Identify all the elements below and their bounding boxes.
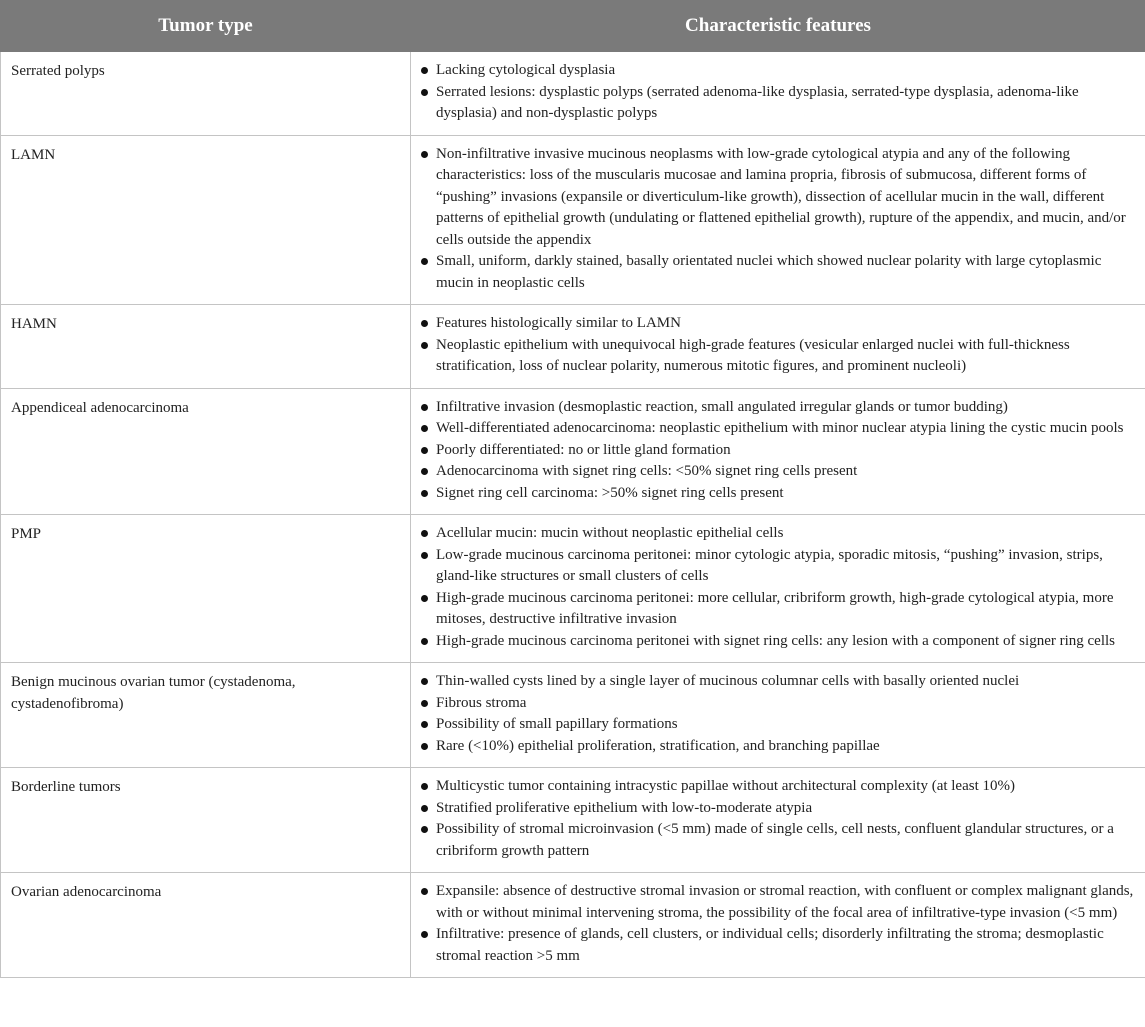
feature-item: Well-differentiated adenocarcinoma: neoplastic epithelium with minor nuclear atypia lining the cystic mucin pools [421, 418, 1135, 440]
features-cell [411, 768, 1145, 873]
header-tumor-type: Tumor type [1, 1, 411, 52]
feature-item: Rare (<10%) epithelial proliferation, stratification, and branching papillae [421, 736, 1135, 758]
feature-item: Lacking cytological dysplasia [421, 60, 1135, 82]
feature-item: Possibility of stromal microinvasion (<5 mm) made of single cells, cell nests, confluent glandular structures, or a cribriform growth pattern [421, 819, 1135, 862]
feature-item: High-grade mucinous carcinoma peritonei: more cellular, cribriform growth, high-grade cytological atypia, more mitoses, destructive infiltrative invasion [421, 588, 1135, 631]
features-cell [411, 52, 1145, 136]
feature-item: Adenocarcinoma with signet ring cells: <50% signet ring cells present [421, 461, 1135, 483]
tumor-type-cell: Borderline tumors [1, 768, 411, 873]
feature-item: Possibility of small papillary formations [421, 714, 1135, 736]
tumor-type-cell: LAMN [1, 135, 411, 305]
feature-list [421, 313, 1135, 378]
tumor-type-cell: HAMN [1, 305, 411, 389]
table-row [1, 663, 1145, 768]
table-row [1, 52, 1145, 136]
feature-item: Infiltrative invasion (desmoplastic reaction, small angulated irregular glands or tumor budding) [421, 397, 1135, 419]
table-row [1, 515, 1145, 663]
feature-list [421, 523, 1135, 652]
feature-list [421, 776, 1135, 862]
table-row [1, 388, 1145, 515]
feature-item: Low-grade mucinous carcinoma peritonei: minor cytologic atypia, sporadic mitosis, “pushing” invasion, strips, gland-like structures or small clusters of cells [421, 545, 1135, 588]
features-cell [411, 663, 1145, 768]
table-row [1, 873, 1145, 978]
table-row [1, 305, 1145, 389]
feature-item: Infiltrative: presence of glands, cell clusters, or individual cells; disorderly infiltrating the stroma; desmoplastic stromal reaction >5 mm [421, 924, 1135, 967]
feature-item: Features histologically similar to LAMN [421, 313, 1135, 335]
header-characteristic-features: Characteristic features [411, 1, 1145, 52]
feature-list [421, 144, 1135, 295]
feature-item: High-grade mucinous carcinoma peritonei with signet ring cells: any lesion with a component of signer ring cells [421, 631, 1135, 653]
table-row [1, 768, 1145, 873]
features-cell [411, 305, 1145, 389]
features-cell [411, 873, 1145, 978]
feature-item: Small, uniform, darkly stained, basally orientated nuclei which showed nuclear polarity with large cytoplasmic mucin in neoplastic cells [421, 251, 1135, 294]
feature-item: Poorly differentiated: no or little gland formation [421, 440, 1135, 462]
tumor-type-cell: Appendiceal adenocarcinoma [1, 388, 411, 515]
tumor-type-cell: PMP [1, 515, 411, 663]
feature-item: Serrated lesions: dysplastic polyps (serrated adenoma-like dysplasia, serrated-type dysplasia, adenoma-like dysplasia) and non-dysplastic polyps [421, 82, 1135, 125]
feature-item: Stratified proliferative epithelium with low-to-moderate atypia [421, 798, 1135, 820]
feature-list [421, 671, 1135, 757]
header-row [1, 1, 1145, 52]
feature-list [421, 60, 1135, 125]
features-cell [411, 388, 1145, 515]
feature-item: Acellular mucin: mucin without neoplastic epithelial cells [421, 523, 1135, 545]
features-cell [411, 515, 1145, 663]
table-row [1, 135, 1145, 305]
feature-item: Non-infiltrative invasive mucinous neoplasms with low-grade cytological atypia and any of the following characteristics: loss of the muscularis mucosae and lamina propria, fibrosis of submucosa, different forms of “pushing” invasions (expansile or diverticulum-like growth), dissection of acellular mucin in the wall, different patterns of epithelial growth (undulating or flattened epithelial growth), rupture of the appendix, and mucin, and/or cells outside the appendix [421, 144, 1135, 252]
feature-item: Signet ring cell carcinoma: >50% signet ring cells present [421, 483, 1135, 505]
feature-item: Neoplastic epithelium with unequivocal high-grade features (vesicular enlarged nuclei with full-thickness stratification, loss of nuclear polarity, numerous mitotic figures, and prominent nucleoli) [421, 335, 1135, 378]
feature-item: Expansile: absence of destructive stromal invasion or stromal reaction, with confluent or complex malignant glands, with or without minimal intervening stroma, the possibility of the focal area of infiltrative-type invasion (<5 mm) [421, 881, 1135, 924]
features-cell [411, 135, 1145, 305]
tumor-type-cell: Ovarian adenocarcinoma [1, 873, 411, 978]
feature-item: Multicystic tumor containing intracystic papillae without architectural complexity (at least 10%) [421, 776, 1135, 798]
feature-list [421, 881, 1135, 967]
tumor-type-cell: Serrated polyps [1, 52, 411, 136]
tumor-type-cell: Benign mucinous ovarian tumor (cystadenoma, cystadenofibroma) [1, 663, 411, 768]
feature-item: Thin-walled cysts lined by a single layer of mucinous columnar cells with basally oriented nuclei [421, 671, 1135, 693]
feature-list [421, 397, 1135, 505]
feature-item: Fibrous stroma [421, 693, 1135, 715]
